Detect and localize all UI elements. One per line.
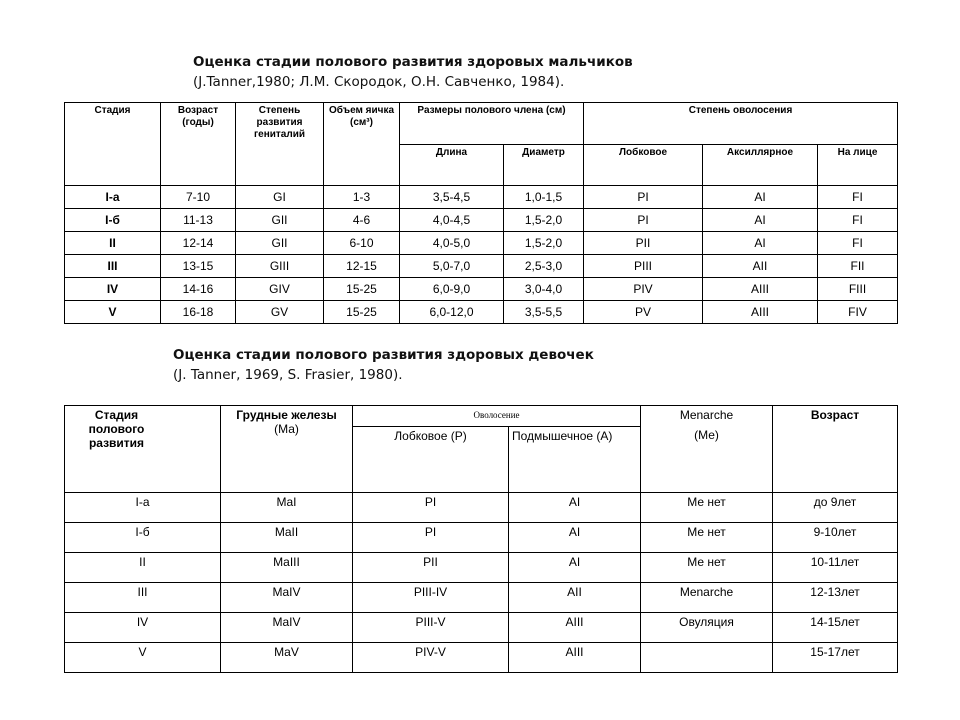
cell-axillary: AI xyxy=(703,232,818,255)
cell-stage: IV xyxy=(65,278,161,301)
cell-breast: MaI xyxy=(221,493,353,523)
cell-stage: IV xyxy=(65,613,221,643)
cell-facial: FIV xyxy=(818,301,898,324)
cell-age: 12-14 xyxy=(161,232,236,255)
cell-facial: FI xyxy=(818,186,898,209)
header-pubic: Лобковое (Р) xyxy=(353,426,509,492)
table-row xyxy=(65,553,898,583)
cell-length: 6,0-12,0 xyxy=(400,301,504,324)
header-stage: Стадия xyxy=(65,103,161,186)
cell-stage: III xyxy=(65,255,161,278)
cell-length: 6,0-9,0 xyxy=(400,278,504,301)
cell-pubic: PI xyxy=(353,523,509,553)
cell-diameter: 3,5-5,5 xyxy=(504,301,584,324)
cell-facial: FII xyxy=(818,255,898,278)
header-breast xyxy=(221,406,353,493)
table-row xyxy=(65,232,898,255)
header-genitals: Степень развития гениталий xyxy=(236,103,324,186)
cell-axillary: AI xyxy=(703,209,818,232)
cell-menarche: Menarche xyxy=(641,583,773,613)
cell-axillary: AI xyxy=(509,523,641,553)
cell-age: 13-15 xyxy=(161,255,236,278)
header-axillary: Аксиллярное xyxy=(703,144,818,186)
cell-volume: 4-6 xyxy=(324,209,400,232)
boys-stage-table xyxy=(64,102,898,324)
cell-breast: MaIV xyxy=(221,583,353,613)
cell-volume: 15-25 xyxy=(324,278,400,301)
cell-pubic: PIV-V xyxy=(353,643,509,673)
table-row xyxy=(65,209,898,232)
boys-table-title xyxy=(193,52,633,92)
header-menarche-label: Menarche xyxy=(679,408,734,422)
header-axillary: Подмышечное (А) xyxy=(509,426,641,492)
cell-breast: MaIII xyxy=(221,553,353,583)
cell-pubic: PII xyxy=(353,553,509,583)
cell-pubic: PV xyxy=(584,301,703,324)
cell-age: до 9лет xyxy=(773,493,898,523)
table-row xyxy=(65,643,898,673)
cell-age: 16-18 xyxy=(161,301,236,324)
header-breast-abbr: (Ма) xyxy=(274,422,299,436)
cell-pubic: PI xyxy=(584,186,703,209)
header-hair: Степень оволосения xyxy=(584,103,898,145)
table-row xyxy=(65,523,898,553)
boys-title: Оценка стадии полового развития здоровых мальчиков xyxy=(193,54,633,70)
cell-age: 11-13 xyxy=(161,209,236,232)
header-age: Возраст (годы) xyxy=(161,103,236,186)
cell-diameter: 1,5-2,0 xyxy=(504,232,584,255)
cell-pubic: PIII-IV xyxy=(353,583,509,613)
cell-volume: 15-25 xyxy=(324,301,400,324)
header-pubic: Лобковое xyxy=(584,144,703,186)
cell-axillary: AIII xyxy=(703,278,818,301)
cell-menarche: Ме нет xyxy=(641,553,773,583)
cell-diameter: 3,0-4,0 xyxy=(504,278,584,301)
cell-pubic: PII xyxy=(584,232,703,255)
cell-length: 3,5-4,5 xyxy=(400,186,504,209)
cell-breast: MaIV xyxy=(221,613,353,643)
cell-axillary: AIII xyxy=(703,301,818,324)
cell-menarche: Овуляция xyxy=(641,613,773,643)
cell-age: 7-10 xyxy=(161,186,236,209)
cell-age: 14-16 xyxy=(161,278,236,301)
cell-stage: III xyxy=(65,583,221,613)
cell-pubic: PIV xyxy=(584,278,703,301)
cell-genitals: GII xyxy=(236,232,324,255)
girls-title: Оценка стадии полового развития здоровых девочек xyxy=(173,347,594,363)
header-age: Возраст xyxy=(773,406,898,493)
cell-length: 5,0-7,0 xyxy=(400,255,504,278)
cell-axillary: AI xyxy=(509,493,641,523)
cell-stage: I-б xyxy=(65,209,161,232)
cell-diameter: 1,5-2,0 xyxy=(504,209,584,232)
table-row xyxy=(65,613,898,643)
cell-axillary: AIII xyxy=(509,643,641,673)
cell-age: 12-13лет xyxy=(773,583,898,613)
cell-menarche: Ме нет xyxy=(641,523,773,553)
girls-stage-table xyxy=(64,405,898,673)
cell-genitals: GV xyxy=(236,301,324,324)
table-row xyxy=(65,493,898,523)
cell-axillary: AIII xyxy=(509,613,641,643)
girls-subtitle: (J. Tanner, 1969, S. Frasier, 1980). xyxy=(173,367,403,383)
cell-age: 15-17лет xyxy=(773,643,898,673)
cell-axillary: AII xyxy=(703,255,818,278)
cell-menarche xyxy=(641,643,773,673)
cell-length: 4,0-4,5 xyxy=(400,209,504,232)
cell-axillary: AII xyxy=(509,583,641,613)
cell-age: 10-11лет xyxy=(773,553,898,583)
cell-breast: MaII xyxy=(221,523,353,553)
cell-stage: II xyxy=(65,232,161,255)
cell-axillary: AI xyxy=(703,186,818,209)
header-facial: На лице xyxy=(818,144,898,186)
header-testis-volume: Объем яичка (см³) xyxy=(324,103,400,186)
table-row xyxy=(65,301,898,324)
header-hair: Оволосение xyxy=(353,406,641,427)
table-row xyxy=(65,278,898,301)
cell-facial: FI xyxy=(818,209,898,232)
cell-genitals: GIV xyxy=(236,278,324,301)
cell-stage: II xyxy=(65,553,221,583)
cell-pubic: PI xyxy=(353,493,509,523)
cell-age: 14-15лет xyxy=(773,613,898,643)
boys-subtitle: (J.Tanner,1980; Л.М. Скородок, О.Н. Савченко, 1984). xyxy=(193,74,565,90)
girls-table-title xyxy=(173,345,594,385)
header-menarche xyxy=(641,406,773,493)
cell-volume: 1-3 xyxy=(324,186,400,209)
cell-pubic: PI xyxy=(584,209,703,232)
cell-genitals: GII xyxy=(236,209,324,232)
header-length: Длина xyxy=(400,144,504,186)
cell-length: 4,0-5,0 xyxy=(400,232,504,255)
header-stage: Стадия полового развития xyxy=(65,406,221,493)
header-penis-size: Размеры полового члена (см) xyxy=(400,103,584,145)
cell-facial: FIII xyxy=(818,278,898,301)
cell-breast: MaV xyxy=(221,643,353,673)
cell-diameter: 1,0-1,5 xyxy=(504,186,584,209)
cell-stage: I-б xyxy=(65,523,221,553)
header-diameter: Диаметр xyxy=(504,144,584,186)
cell-genitals: GI xyxy=(236,186,324,209)
cell-stage: I-a xyxy=(65,186,161,209)
cell-menarche: Ме нет xyxy=(641,493,773,523)
header-menarche-abbr: (Ме) xyxy=(694,428,719,442)
cell-stage: V xyxy=(65,301,161,324)
table-row xyxy=(65,583,898,613)
cell-genitals: GIII xyxy=(236,255,324,278)
cell-axillary: AI xyxy=(509,553,641,583)
cell-diameter: 2,5-3,0 xyxy=(504,255,584,278)
cell-age: 9-10лет xyxy=(773,523,898,553)
header-breast-label: Грудные железы xyxy=(236,408,337,422)
cell-pubic: PIII xyxy=(584,255,703,278)
table-row xyxy=(65,186,898,209)
cell-stage: V xyxy=(65,643,221,673)
cell-pubic: PIII-V xyxy=(353,613,509,643)
table-row xyxy=(65,255,898,278)
cell-stage: I-a xyxy=(65,493,221,523)
cell-volume: 12-15 xyxy=(324,255,400,278)
cell-volume: 6-10 xyxy=(324,232,400,255)
cell-facial: FI xyxy=(818,232,898,255)
